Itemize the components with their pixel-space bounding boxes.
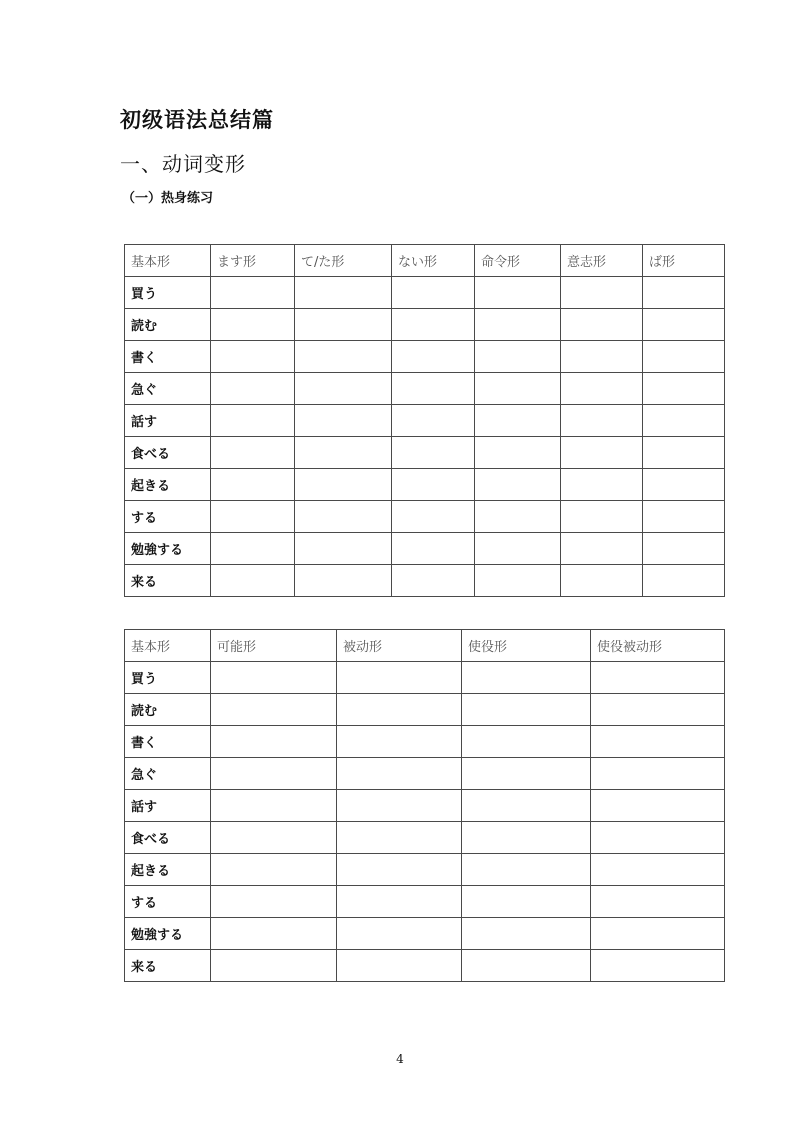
answer-cell[interactable] xyxy=(211,854,337,886)
answer-cell[interactable] xyxy=(462,854,591,886)
answer-cell[interactable] xyxy=(211,277,295,309)
table-row xyxy=(125,373,725,405)
answer-cell[interactable] xyxy=(295,565,392,597)
answer-cell[interactable] xyxy=(211,758,337,790)
verb-cell: する xyxy=(125,501,211,533)
answer-cell[interactable] xyxy=(475,469,561,501)
column-header: ます形 xyxy=(211,245,295,277)
answer-cell[interactable] xyxy=(643,501,725,533)
answer-cell[interactable] xyxy=(211,790,337,822)
answer-cell[interactable] xyxy=(337,950,462,982)
column-header: ない形 xyxy=(392,245,475,277)
column-header: 使役被动形 xyxy=(591,630,725,662)
verb-cell: 書く xyxy=(125,726,211,758)
answer-cell[interactable] xyxy=(561,373,643,405)
answer-cell[interactable] xyxy=(591,662,725,694)
verb-cell: 読む xyxy=(125,694,211,726)
table-row xyxy=(125,533,725,565)
answer-cell[interactable] xyxy=(643,277,725,309)
answer-cell[interactable] xyxy=(561,437,643,469)
answer-cell[interactable] xyxy=(643,373,725,405)
verb-cell: 話す xyxy=(125,405,211,437)
answer-cell[interactable] xyxy=(337,758,462,790)
answer-cell[interactable] xyxy=(392,309,475,341)
answer-cell[interactable] xyxy=(392,277,475,309)
answer-cell[interactable] xyxy=(475,437,561,469)
answer-cell[interactable] xyxy=(211,405,295,437)
answer-cell[interactable] xyxy=(561,277,643,309)
table-row xyxy=(125,726,725,758)
answer-cell[interactable] xyxy=(211,341,295,373)
table-row xyxy=(125,405,725,437)
verb-conjugation-table-basic xyxy=(124,244,725,597)
answer-cell[interactable] xyxy=(591,886,725,918)
answer-cell[interactable] xyxy=(591,950,725,982)
table-row xyxy=(125,822,725,854)
answer-cell[interactable] xyxy=(211,469,295,501)
verb-cell: 来る xyxy=(125,950,211,982)
answer-cell[interactable] xyxy=(211,533,295,565)
answer-cell[interactable] xyxy=(295,277,392,309)
table-row xyxy=(125,437,725,469)
section-title: 一、动词变形 xyxy=(120,152,246,176)
answer-cell[interactable] xyxy=(337,918,462,950)
verb-cell: 来る xyxy=(125,565,211,597)
answer-cell[interactable] xyxy=(295,469,392,501)
table-header-row xyxy=(125,630,725,662)
column-header: 可能形 xyxy=(211,630,337,662)
answer-cell[interactable] xyxy=(643,309,725,341)
answer-cell[interactable] xyxy=(561,565,643,597)
page-number: 4 xyxy=(396,1052,404,1066)
answer-cell[interactable] xyxy=(462,790,591,822)
answer-cell[interactable] xyxy=(643,565,725,597)
answer-cell[interactable] xyxy=(591,822,725,854)
table-row xyxy=(125,341,725,373)
column-header: ば形 xyxy=(643,245,725,277)
answer-cell[interactable] xyxy=(591,854,725,886)
answer-cell[interactable] xyxy=(475,277,561,309)
answer-cell[interactable] xyxy=(211,309,295,341)
table-row xyxy=(125,469,725,501)
answer-cell[interactable] xyxy=(475,533,561,565)
answer-cell[interactable] xyxy=(462,918,591,950)
answer-cell[interactable] xyxy=(475,341,561,373)
answer-cell[interactable] xyxy=(643,533,725,565)
answer-cell[interactable] xyxy=(591,758,725,790)
column-header: 被动形 xyxy=(337,630,462,662)
answer-cell[interactable] xyxy=(392,373,475,405)
answer-cell[interactable] xyxy=(561,309,643,341)
answer-cell[interactable] xyxy=(591,918,725,950)
answer-cell[interactable] xyxy=(392,405,475,437)
answer-cell[interactable] xyxy=(392,341,475,373)
answer-cell[interactable] xyxy=(337,854,462,886)
answer-cell[interactable] xyxy=(462,822,591,854)
answer-cell[interactable] xyxy=(337,790,462,822)
answer-cell[interactable] xyxy=(211,565,295,597)
answer-cell[interactable] xyxy=(475,405,561,437)
answer-cell[interactable] xyxy=(643,469,725,501)
verb-cell: 勉強する xyxy=(125,918,211,950)
verb-cell: する xyxy=(125,886,211,918)
verb-cell: 勉強する xyxy=(125,533,211,565)
answer-cell[interactable] xyxy=(591,790,725,822)
verb-cell: 食べる xyxy=(125,822,211,854)
verb-cell: 買う xyxy=(125,277,211,309)
table-row xyxy=(125,854,725,886)
answer-cell[interactable] xyxy=(561,469,643,501)
answer-cell[interactable] xyxy=(561,533,643,565)
answer-cell[interactable] xyxy=(392,437,475,469)
answer-cell[interactable] xyxy=(392,533,475,565)
answer-cell[interactable] xyxy=(462,694,591,726)
verb-conjugation-table-advanced xyxy=(124,629,725,982)
verb-cell: 起きる xyxy=(125,469,211,501)
answer-cell[interactable] xyxy=(475,565,561,597)
verb-cell: 急ぐ xyxy=(125,373,211,405)
answer-cell[interactable] xyxy=(295,373,392,405)
answer-cell[interactable] xyxy=(211,726,337,758)
answer-cell[interactable] xyxy=(211,886,337,918)
column-header: 使役形 xyxy=(462,630,591,662)
verb-cell: 急ぐ xyxy=(125,758,211,790)
answer-cell[interactable] xyxy=(392,501,475,533)
answer-cell[interactable] xyxy=(462,726,591,758)
answer-cell[interactable] xyxy=(211,501,295,533)
answer-cell[interactable] xyxy=(475,373,561,405)
answer-cell[interactable] xyxy=(462,662,591,694)
column-header: 意志形 xyxy=(561,245,643,277)
answer-cell[interactable] xyxy=(337,662,462,694)
verb-cell: 買う xyxy=(125,662,211,694)
table-row xyxy=(125,277,725,309)
answer-cell[interactable] xyxy=(211,918,337,950)
answer-cell[interactable] xyxy=(475,501,561,533)
answer-cell[interactable] xyxy=(295,405,392,437)
table-row xyxy=(125,886,725,918)
verb-cell: 書く xyxy=(125,341,211,373)
answer-cell[interactable] xyxy=(295,437,392,469)
answer-cell[interactable] xyxy=(561,501,643,533)
column-header: 基本形 xyxy=(125,245,211,277)
answer-cell[interactable] xyxy=(462,758,591,790)
column-header: 命令形 xyxy=(475,245,561,277)
answer-cell[interactable] xyxy=(475,309,561,341)
answer-cell[interactable] xyxy=(643,341,725,373)
table-header-row xyxy=(125,245,725,277)
answer-cell[interactable] xyxy=(211,822,337,854)
answer-cell[interactable] xyxy=(295,533,392,565)
verb-cell: 起きる xyxy=(125,854,211,886)
answer-cell[interactable] xyxy=(591,694,725,726)
answer-cell[interactable] xyxy=(295,309,392,341)
answer-cell[interactable] xyxy=(337,886,462,918)
answer-cell[interactable] xyxy=(211,950,337,982)
answer-cell[interactable] xyxy=(337,726,462,758)
answer-cell[interactable] xyxy=(337,822,462,854)
verb-cell: 食べる xyxy=(125,437,211,469)
verb-cell: 話す xyxy=(125,790,211,822)
table-row xyxy=(125,662,725,694)
answer-cell[interactable] xyxy=(337,694,462,726)
table-row xyxy=(125,309,725,341)
answer-cell[interactable] xyxy=(295,501,392,533)
answer-cell[interactable] xyxy=(591,726,725,758)
answer-cell[interactable] xyxy=(643,405,725,437)
answer-cell[interactable] xyxy=(211,662,337,694)
answer-cell[interactable] xyxy=(392,565,475,597)
answer-cell[interactable] xyxy=(295,341,392,373)
table-row xyxy=(125,950,725,982)
answer-cell[interactable] xyxy=(211,437,295,469)
table-row xyxy=(125,694,725,726)
table-row xyxy=(125,918,725,950)
answer-cell[interactable] xyxy=(561,341,643,373)
document-title: 初级语法总结篇 xyxy=(120,108,274,132)
table-row xyxy=(125,565,725,597)
column-header: 基本形 xyxy=(125,630,211,662)
table-row xyxy=(125,501,725,533)
answer-cell[interactable] xyxy=(211,694,337,726)
table-row xyxy=(125,758,725,790)
column-header: て/た形 xyxy=(295,245,392,277)
verb-cell: 読む xyxy=(125,309,211,341)
subsection-title: （一）热身练习 xyxy=(122,191,214,206)
answer-cell[interactable] xyxy=(643,437,725,469)
answer-cell[interactable] xyxy=(392,469,475,501)
table-row xyxy=(125,790,725,822)
answer-cell[interactable] xyxy=(561,405,643,437)
answer-cell[interactable] xyxy=(462,950,591,982)
answer-cell[interactable] xyxy=(462,886,591,918)
answer-cell[interactable] xyxy=(211,373,295,405)
